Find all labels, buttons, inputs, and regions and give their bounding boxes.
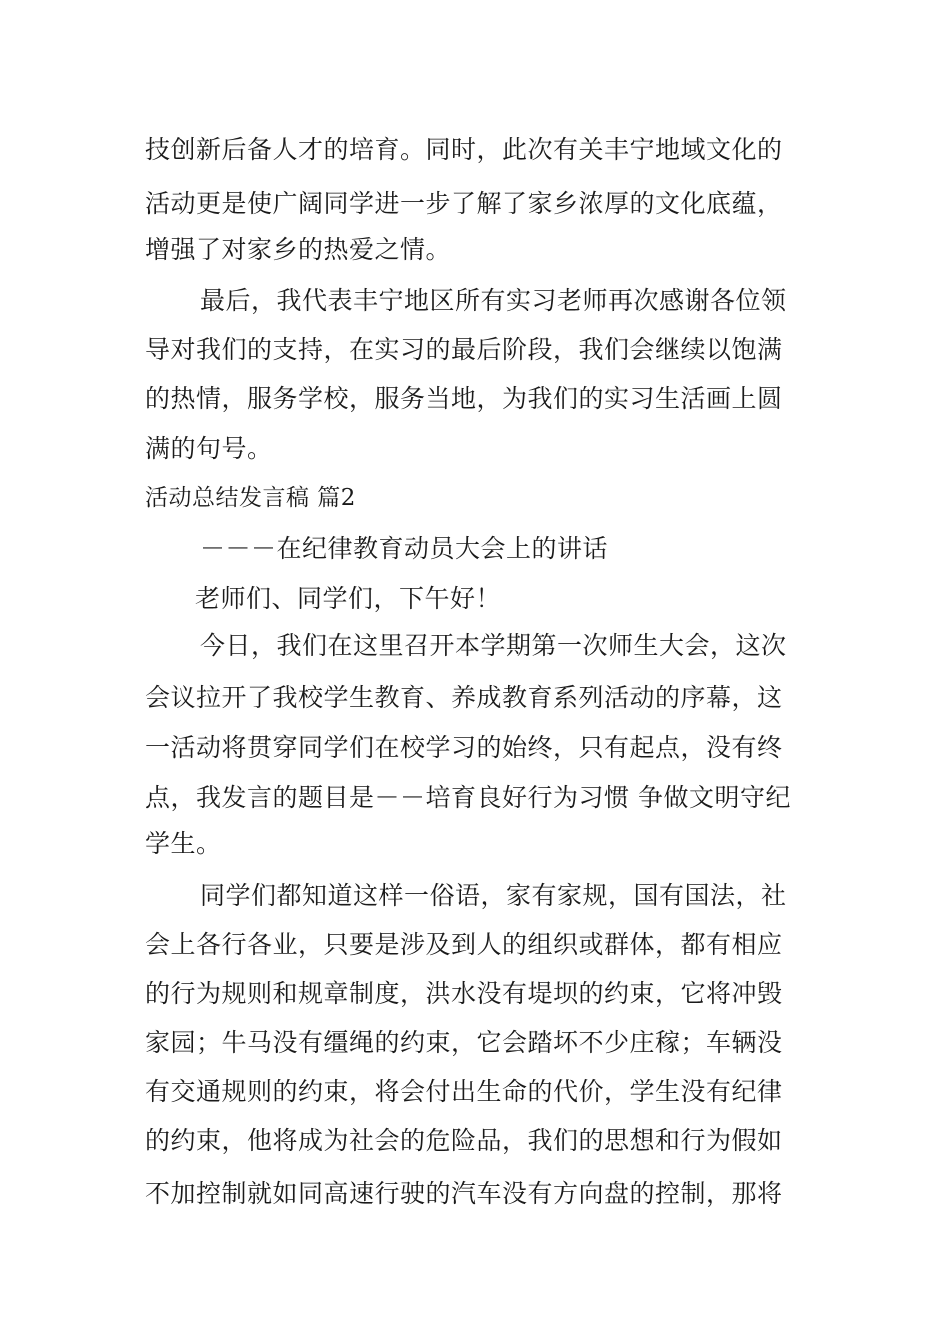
- paragraph-3-line-2: 会议拉开了我校学生教育、养成教育系列活动的序幕，这: [145, 683, 783, 712]
- speech-greeting: 老师们、同学们，下午好！: [195, 584, 502, 613]
- paragraph-1-line-1: 技创新后备人才的培育。同时，此次有关丰宁地域文化的: [145, 135, 783, 164]
- paragraph-3-line-3: 一活动将贯穿同学们在校学习的始终，只有起点，没有终: [145, 733, 783, 762]
- paragraph-4-line-4: 家园；牛马没有缰绳的约束，它会踏坏不少庄稼；车辆没: [145, 1028, 783, 1057]
- paragraph-2-line-2: 导对我们的支持，在实习的最后阶段，我们会继续以饱满: [145, 335, 783, 364]
- paragraph-2-line-4: 满的句号。: [145, 434, 273, 463]
- paragraph-4-line-7: 不加控制就如同高速行驶的汽车没有方向盘的控制，那将: [145, 1179, 783, 1208]
- paragraph-4-line-1: 同学们都知道这样一俗语，家有家规，国有国法，社: [200, 881, 787, 910]
- section-heading: 活动总结发言稿 篇2: [145, 485, 356, 511]
- paragraph-1-line-2: 活动更是使广阔同学进一步了解了家乡浓厚的文化底蕴，: [145, 189, 783, 218]
- paragraph-2-line-3: 的热情，服务学校，服务当地，为我们的实习生活画上圆: [145, 384, 783, 413]
- paragraph-4-line-5: 有交通规则的约束，将会付出生命的代价，学生没有纪律: [145, 1077, 783, 1106]
- paragraph-3-line-4: 点，我发言的题目是－－培育良好行为习惯 争做文明守纪: [145, 783, 791, 812]
- paragraph-4-line-6: 的约束，他将成为社会的危险品，我们的思想和行为假如: [145, 1126, 783, 1155]
- paragraph-1-line-3: 增强了对家乡的热爱之情。: [145, 235, 452, 264]
- paragraph-3-line-1: 今日，我们在这里召开本学期第一次师生大会，这次: [200, 631, 787, 660]
- paragraph-4-line-2: 会上各行各业，只要是涉及到人的组织或群体，都有相应: [145, 930, 783, 959]
- paragraph-3-line-5: 学生。: [145, 829, 222, 858]
- speech-subtitle: －－－在纪律教育动员大会上的讲话: [200, 534, 609, 563]
- paragraph-4-line-3: 的行为规则和规章制度，洪水没有堤坝的约束，它将冲毁: [145, 979, 783, 1008]
- paragraph-2-line-1: 最后，我代表丰宁地区所有实习老师再次感谢各位领: [200, 286, 787, 315]
